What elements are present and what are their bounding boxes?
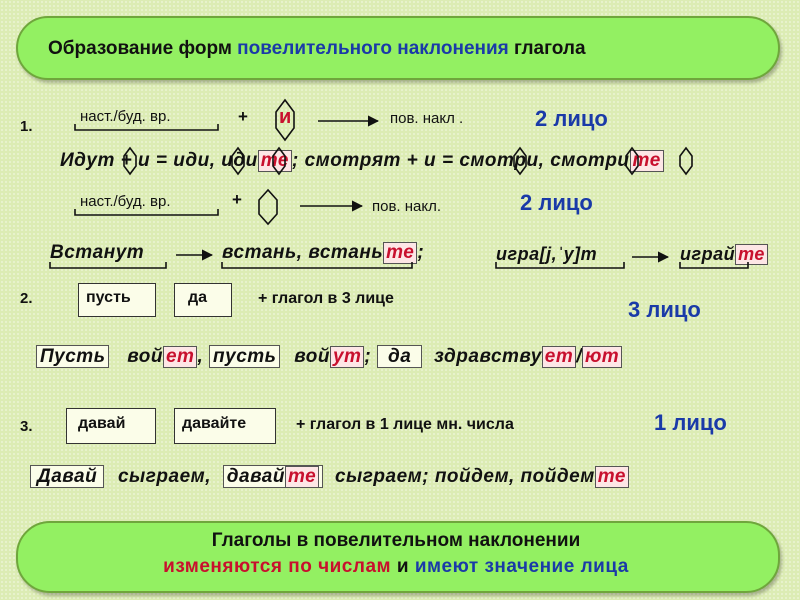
example4-word1: Давай	[30, 465, 104, 488]
footer-line1: Глаголы в повелительном наклонении	[211, 530, 581, 551]
example1-text2: ; смотрят + и = смотри, смотри	[291, 150, 630, 171]
example1-text1: Идут + и = иди, иди	[60, 150, 258, 171]
example3-particle2: пусть	[209, 345, 280, 368]
title-part2: повелительного наклонения	[237, 38, 509, 59]
example3-suffix3: ет	[542, 346, 576, 368]
example3-suffix4: ют	[582, 346, 622, 368]
result-label-2: пов. накл.	[372, 198, 442, 215]
example3-suffix1: ет	[163, 346, 197, 368]
rule2-example	[36, 346, 622, 368]
example3-sep1: ,	[197, 346, 204, 367]
particle-2: да	[188, 289, 208, 306]
example3-word2: вой	[294, 346, 330, 367]
footer-line2	[0, 556, 792, 578]
title-part1: Образование форм	[48, 38, 238, 59]
title-part3: глагола	[508, 38, 586, 59]
person-label-2b: 2 лицо	[520, 190, 593, 215]
person-label-2a: 2 лицо	[535, 106, 608, 131]
word-2: давайте	[182, 415, 247, 432]
rule3-example	[30, 466, 629, 488]
example2-sep: ;	[417, 242, 425, 263]
example4-suffix1: те	[285, 466, 319, 488]
plus-sign-2: +	[232, 190, 242, 209]
rule3-number: 3.	[20, 418, 33, 435]
footer-blue-text1: имеют	[414, 556, 479, 577]
example2-word3: игра[j,ˈу]т	[496, 244, 598, 264]
example3-particle3: да	[377, 345, 422, 368]
footer-and: и	[391, 556, 415, 577]
example4-suffix2: те	[595, 466, 629, 488]
footer-blue-text2: значение	[478, 556, 581, 577]
tense-label: наст./буд. вр.	[80, 108, 171, 125]
person-label-1: 1 лицо	[654, 410, 727, 435]
particle-1: пусть	[86, 289, 131, 306]
rule1-number: 1.	[20, 118, 33, 135]
example2-word1: Встанут	[50, 242, 145, 263]
footer-blue-text3: лица	[580, 556, 629, 577]
example4-text2: сыграем; пойдем, пойдем	[334, 466, 595, 487]
plus-sign: +	[238, 107, 248, 126]
example3-particle1: Пусть	[36, 345, 109, 368]
suffix-diamond-2-icon	[259, 190, 277, 224]
rule2-note: + глагол в 3 лице	[258, 290, 394, 307]
example4-word2: давай	[226, 466, 285, 487]
tense-label-2: наст./буд. вр.	[80, 193, 171, 210]
example2-suffix2: те	[735, 244, 768, 265]
example3-word1: вой	[127, 346, 163, 367]
rule1-example2a	[50, 242, 144, 264]
result-label: пов. накл .	[390, 110, 464, 127]
example3-sep2: ;	[364, 346, 372, 367]
example2-word4: играй	[680, 244, 736, 264]
example3-suffix2: ут	[330, 346, 364, 368]
rule1-example2c	[496, 244, 597, 265]
rule2-number: 2.	[20, 290, 33, 307]
rule1-example2b	[222, 242, 424, 264]
example4-text1: сыграем,	[117, 466, 211, 487]
page-title	[48, 38, 586, 60]
imperative-suffix: и	[279, 106, 292, 128]
footer-red-text: изменяются по числам	[163, 556, 392, 577]
example3-slash: /	[576, 346, 583, 367]
example3-word3: здравству	[434, 346, 542, 367]
example2-word2: встань, встань	[222, 242, 384, 263]
person-label-3: 3 лицо	[628, 297, 701, 322]
word-1: давай	[78, 415, 126, 432]
example1-suffix1: те	[258, 150, 292, 172]
example2-suffix: те	[383, 242, 417, 264]
example4-word2-box	[223, 465, 323, 488]
rule3-note: + глагол в 1 лице мн. числа	[296, 416, 514, 433]
example1-suffix2: те	[630, 150, 664, 172]
rule1-example2d	[680, 244, 768, 265]
rule1-example	[60, 150, 664, 172]
